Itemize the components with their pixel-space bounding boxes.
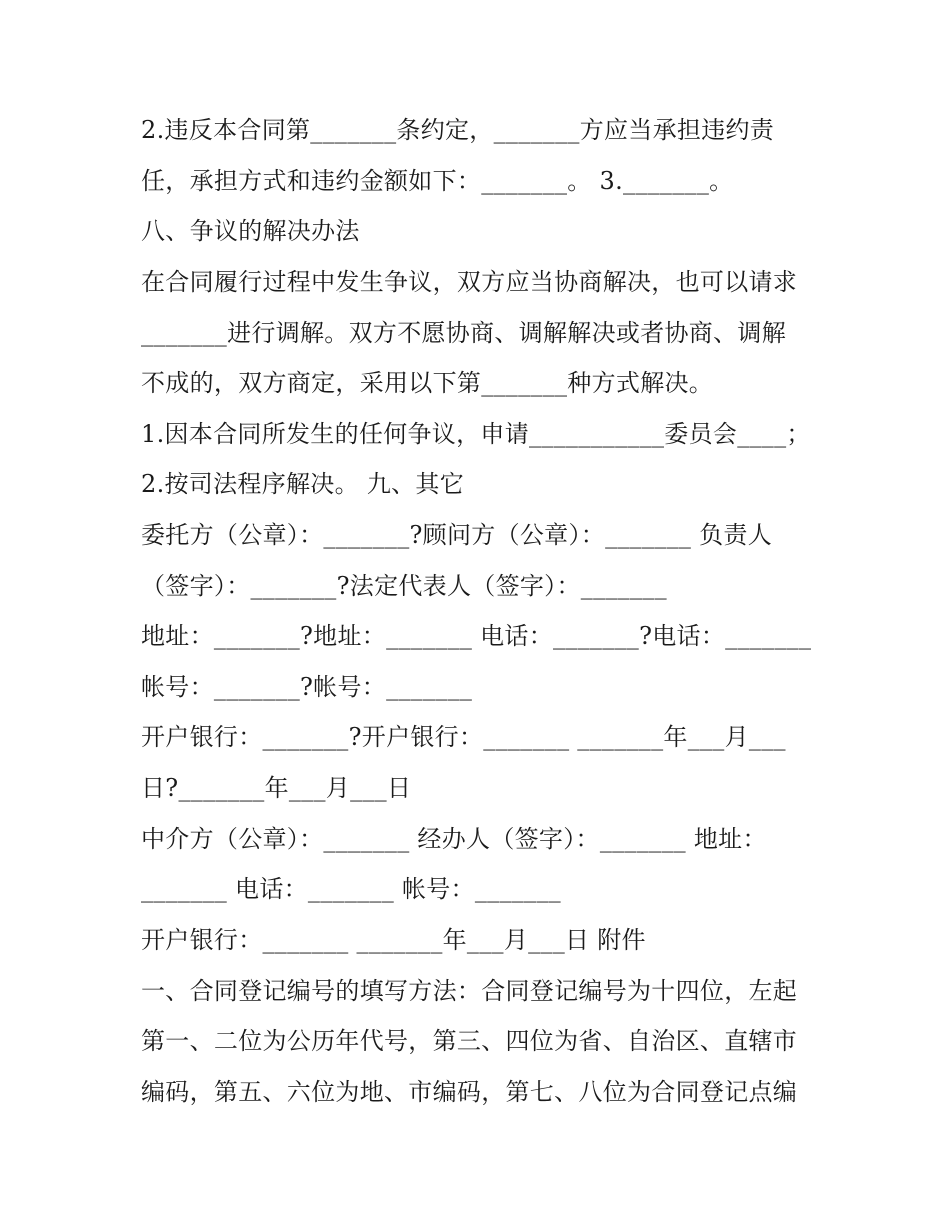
date-line: 日?_______年___月___日 xyxy=(141,774,412,802)
text-line: 一、合同登记编号的填写方法：合同登记编号为十四位，左起 xyxy=(141,977,798,1005)
section-heading: 八、争议的解决办法 xyxy=(141,217,360,245)
signature-line: （签字）：_______?法定代表人（签字）：_______ xyxy=(141,572,667,600)
bank-line: 开户银行：_______ _______年___月___日 附件 xyxy=(141,926,646,954)
text-line: 不成的，双方商定，采用以下第_______种方式解决。 xyxy=(141,369,714,397)
intermediary-contact-line: _______ 电话：_______ 帐号：_______ xyxy=(141,875,561,903)
intermediary-line: 中介方（公章）：_______ 经办人（签字）：_______ 地址： xyxy=(141,825,767,853)
text-line: 编码，第五、六位为地、市编码，第七、八位为合同登记点编 xyxy=(141,1078,798,1106)
address-line: 地址：_______?地址：_______ 电话：_______?电话：_______ xyxy=(141,622,812,650)
text-line: _______进行调解。双方不愿协商、调解解决或者协商、调解 xyxy=(141,319,786,347)
text-line: 在合同履行过程中发生争议，双方应当协商解决，也可以请求 xyxy=(141,268,798,296)
account-line: 帐号：_______?帐号：_______ xyxy=(141,673,473,701)
signature-line: 委托方（公章）：_______?顾问方（公章）：_______ 负责人 xyxy=(141,521,772,549)
text-line: 第一、二位为公历年代号，第三、四位为省、自治区、直辖市 xyxy=(141,1027,798,1055)
text-line: 1.因本合同所发生的任何争议，申请___________委员会____； xyxy=(141,420,811,448)
text-line: 任，承担方式和违约金额如下：_______。 3._______。 xyxy=(141,167,734,195)
bank-line: 开户银行：_______?开户银行：_______ _______年___月___ xyxy=(141,723,786,751)
text-line: 2.按司法程序解决。 九、其它 xyxy=(141,470,465,498)
text-line: 2.违反本合同第_______条约定，_______方应当承担违约责 xyxy=(141,116,775,144)
